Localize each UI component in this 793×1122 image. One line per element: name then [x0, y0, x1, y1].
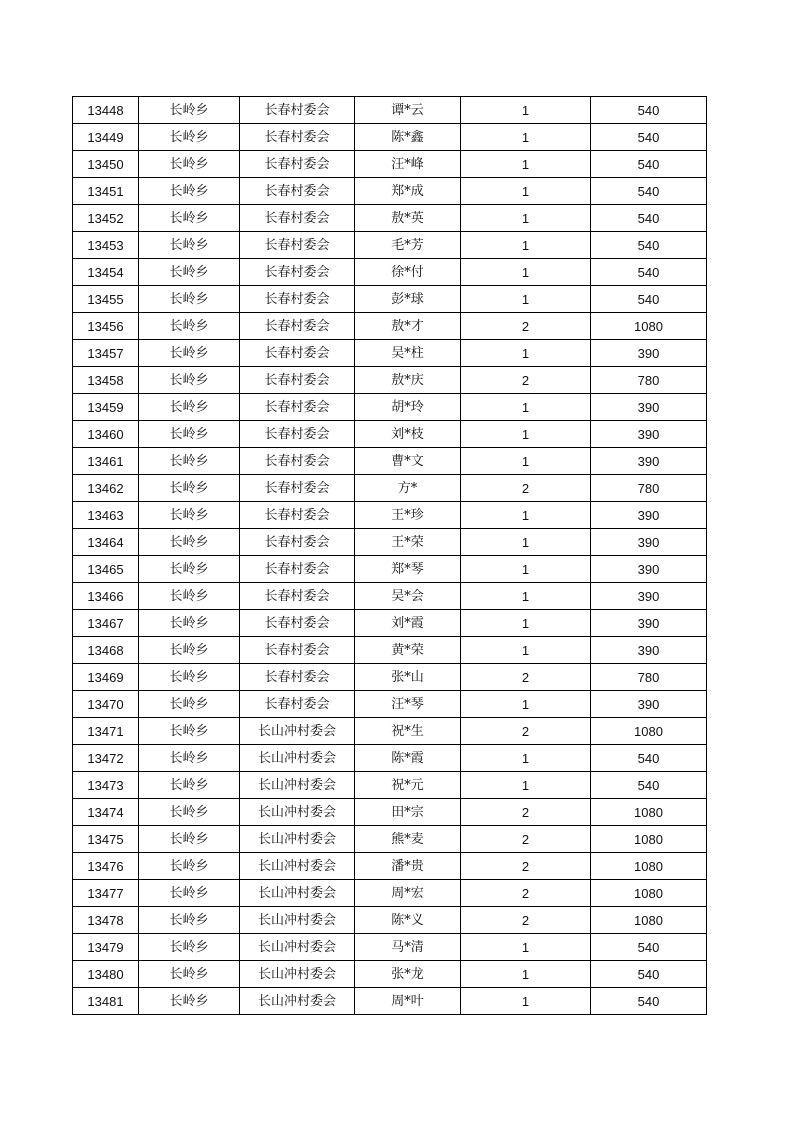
village-committee-cell: 长山冲村委会 — [240, 907, 355, 934]
village-committee-cell: 长春村委会 — [240, 583, 355, 610]
recipient-name-cell: 张*山 — [355, 664, 461, 691]
table-row — [73, 907, 707, 934]
serial-number-cell: 13467 — [73, 610, 139, 637]
household-count-cell: 2 — [461, 664, 591, 691]
amount-cell: 390 — [591, 502, 707, 529]
township-cell: 长岭乡 — [139, 286, 240, 313]
table-row — [73, 529, 707, 556]
serial-number-cell: 13448 — [73, 97, 139, 124]
table-row — [73, 718, 707, 745]
amount-cell: 1080 — [591, 799, 707, 826]
table-row — [73, 934, 707, 961]
household-count-cell: 1 — [461, 178, 591, 205]
serial-number-cell: 13455 — [73, 286, 139, 313]
recipient-name-cell: 陈*义 — [355, 907, 461, 934]
amount-cell: 780 — [591, 475, 707, 502]
township-cell: 长岭乡 — [139, 907, 240, 934]
serial-number-cell: 13481 — [73, 988, 139, 1015]
amount-cell: 390 — [591, 610, 707, 637]
recipient-name-cell: 黄*荣 — [355, 637, 461, 664]
household-count-cell: 2 — [461, 367, 591, 394]
amount-cell: 390 — [591, 448, 707, 475]
township-cell: 长岭乡 — [139, 691, 240, 718]
recipient-name-cell: 马*清 — [355, 934, 461, 961]
table-row — [73, 367, 707, 394]
serial-number-cell: 13452 — [73, 205, 139, 232]
village-committee-cell: 长春村委会 — [240, 556, 355, 583]
village-committee-cell: 长山冲村委会 — [240, 826, 355, 853]
household-count-cell: 2 — [461, 853, 591, 880]
serial-number-cell: 13468 — [73, 637, 139, 664]
township-cell: 长岭乡 — [139, 178, 240, 205]
recipient-name-cell: 周*宏 — [355, 880, 461, 907]
township-cell: 长岭乡 — [139, 475, 240, 502]
amount-cell: 540 — [591, 97, 707, 124]
household-count-cell: 2 — [461, 799, 591, 826]
household-count-cell: 1 — [461, 691, 591, 718]
township-cell: 长岭乡 — [139, 718, 240, 745]
township-cell: 长岭乡 — [139, 745, 240, 772]
village-committee-cell: 长山冲村委会 — [240, 880, 355, 907]
township-cell: 长岭乡 — [139, 583, 240, 610]
serial-number-cell: 13466 — [73, 583, 139, 610]
village-committee-cell: 长春村委会 — [240, 394, 355, 421]
table-row — [73, 799, 707, 826]
household-count-cell: 2 — [461, 826, 591, 853]
township-cell: 长岭乡 — [139, 97, 240, 124]
table-row — [73, 259, 707, 286]
table-row — [73, 448, 707, 475]
township-cell: 长岭乡 — [139, 880, 240, 907]
township-cell: 长岭乡 — [139, 340, 240, 367]
recipient-name-cell: 刘*霞 — [355, 610, 461, 637]
recipient-name-cell: 陈*鑫 — [355, 124, 461, 151]
recipient-name-cell: 王*荣 — [355, 529, 461, 556]
amount-cell: 780 — [591, 664, 707, 691]
household-count-cell: 1 — [461, 421, 591, 448]
household-count-cell: 1 — [461, 772, 591, 799]
township-cell: 长岭乡 — [139, 826, 240, 853]
amount-cell: 540 — [591, 745, 707, 772]
household-count-cell: 1 — [461, 259, 591, 286]
household-count-cell: 1 — [461, 232, 591, 259]
village-committee-cell: 长春村委会 — [240, 691, 355, 718]
household-count-cell: 1 — [461, 448, 591, 475]
recipient-name-cell: 胡*玲 — [355, 394, 461, 421]
recipient-name-cell: 汪*琴 — [355, 691, 461, 718]
household-count-cell: 1 — [461, 988, 591, 1015]
amount-cell: 390 — [591, 583, 707, 610]
serial-number-cell: 13457 — [73, 340, 139, 367]
serial-number-cell: 13456 — [73, 313, 139, 340]
township-cell: 长岭乡 — [139, 664, 240, 691]
amount-cell: 390 — [591, 529, 707, 556]
table-row — [73, 394, 707, 421]
village-committee-cell: 长春村委会 — [240, 205, 355, 232]
household-count-cell: 2 — [461, 313, 591, 340]
table-row — [73, 178, 707, 205]
village-committee-cell: 长春村委会 — [240, 286, 355, 313]
recipient-name-cell: 彭*球 — [355, 286, 461, 313]
table-row — [73, 664, 707, 691]
village-committee-cell: 长春村委会 — [240, 448, 355, 475]
village-committee-cell: 长山冲村委会 — [240, 988, 355, 1015]
township-cell: 长岭乡 — [139, 205, 240, 232]
village-committee-cell: 长春村委会 — [240, 367, 355, 394]
serial-number-cell: 13450 — [73, 151, 139, 178]
amount-cell: 1080 — [591, 826, 707, 853]
amount-cell: 540 — [591, 232, 707, 259]
table-row — [73, 988, 707, 1015]
amount-cell: 780 — [591, 367, 707, 394]
table-row — [73, 475, 707, 502]
township-cell: 长岭乡 — [139, 988, 240, 1015]
serial-number-cell: 13476 — [73, 853, 139, 880]
township-cell: 长岭乡 — [139, 637, 240, 664]
table-row — [73, 421, 707, 448]
township-cell: 长岭乡 — [139, 232, 240, 259]
roster-body — [73, 97, 707, 1015]
amount-cell: 540 — [591, 934, 707, 961]
serial-number-cell: 13449 — [73, 124, 139, 151]
village-committee-cell: 长春村委会 — [240, 475, 355, 502]
amount-cell: 390 — [591, 637, 707, 664]
recipient-name-cell: 田*宗 — [355, 799, 461, 826]
amount-cell: 390 — [591, 556, 707, 583]
household-count-cell: 1 — [461, 610, 591, 637]
serial-number-cell: 13474 — [73, 799, 139, 826]
table-row — [73, 583, 707, 610]
amount-cell: 1080 — [591, 853, 707, 880]
recipient-name-cell: 毛*芳 — [355, 232, 461, 259]
table-row — [73, 637, 707, 664]
village-committee-cell: 长山冲村委会 — [240, 934, 355, 961]
household-count-cell: 1 — [461, 961, 591, 988]
recipient-name-cell: 敖*才 — [355, 313, 461, 340]
village-committee-cell: 长春村委会 — [240, 232, 355, 259]
recipient-name-cell: 潘*贵 — [355, 853, 461, 880]
recipient-name-cell: 刘*枝 — [355, 421, 461, 448]
serial-number-cell: 13458 — [73, 367, 139, 394]
household-count-cell: 1 — [461, 124, 591, 151]
table-row — [73, 961, 707, 988]
amount-cell: 540 — [591, 988, 707, 1015]
serial-number-cell: 13464 — [73, 529, 139, 556]
township-cell: 长岭乡 — [139, 799, 240, 826]
table-row — [73, 232, 707, 259]
village-committee-cell: 长春村委会 — [240, 664, 355, 691]
township-cell: 长岭乡 — [139, 124, 240, 151]
serial-number-cell: 13480 — [73, 961, 139, 988]
household-count-cell: 1 — [461, 394, 591, 421]
amount-cell: 540 — [591, 124, 707, 151]
township-cell: 长岭乡 — [139, 502, 240, 529]
table-row — [73, 97, 707, 124]
recipient-name-cell: 郑*成 — [355, 178, 461, 205]
serial-number-cell: 13462 — [73, 475, 139, 502]
amount-cell: 1080 — [591, 718, 707, 745]
amount-cell: 390 — [591, 394, 707, 421]
amount-cell: 540 — [591, 151, 707, 178]
serial-number-cell: 13475 — [73, 826, 139, 853]
serial-number-cell: 13479 — [73, 934, 139, 961]
table-row — [73, 151, 707, 178]
village-committee-cell: 长春村委会 — [240, 529, 355, 556]
household-count-cell: 1 — [461, 934, 591, 961]
table-row — [73, 340, 707, 367]
township-cell: 长岭乡 — [139, 772, 240, 799]
recipient-name-cell: 徐*付 — [355, 259, 461, 286]
village-committee-cell: 长春村委会 — [240, 421, 355, 448]
recipient-name-cell: 方* — [355, 475, 461, 502]
household-count-cell: 1 — [461, 286, 591, 313]
serial-number-cell: 13451 — [73, 178, 139, 205]
serial-number-cell: 13454 — [73, 259, 139, 286]
amount-cell: 1080 — [591, 880, 707, 907]
household-count-cell: 1 — [461, 151, 591, 178]
recipient-name-cell: 祝*生 — [355, 718, 461, 745]
township-cell: 长岭乡 — [139, 961, 240, 988]
household-count-cell: 1 — [461, 637, 591, 664]
recipient-name-cell: 敖*庆 — [355, 367, 461, 394]
amount-cell: 540 — [591, 178, 707, 205]
township-cell: 长岭乡 — [139, 853, 240, 880]
serial-number-cell: 13463 — [73, 502, 139, 529]
recipient-name-cell: 谭*云 — [355, 97, 461, 124]
recipient-name-cell: 敖*英 — [355, 205, 461, 232]
recipient-name-cell: 王*珍 — [355, 502, 461, 529]
amount-cell: 1080 — [591, 907, 707, 934]
table-row — [73, 610, 707, 637]
table-row — [73, 772, 707, 799]
serial-number-cell: 13472 — [73, 745, 139, 772]
village-committee-cell: 长山冲村委会 — [240, 745, 355, 772]
table-row — [73, 826, 707, 853]
amount-cell: 390 — [591, 340, 707, 367]
table-row — [73, 286, 707, 313]
serial-number-cell: 13453 — [73, 232, 139, 259]
table-row — [73, 691, 707, 718]
township-cell: 长岭乡 — [139, 367, 240, 394]
serial-number-cell: 13471 — [73, 718, 139, 745]
recipient-name-cell: 吴*柱 — [355, 340, 461, 367]
township-cell: 长岭乡 — [139, 529, 240, 556]
table-row — [73, 502, 707, 529]
table-row — [73, 124, 707, 151]
recipient-name-cell: 郑*琴 — [355, 556, 461, 583]
table-row — [73, 313, 707, 340]
township-cell: 长岭乡 — [139, 421, 240, 448]
amount-cell: 390 — [591, 421, 707, 448]
household-count-cell: 1 — [461, 340, 591, 367]
village-committee-cell: 长春村委会 — [240, 340, 355, 367]
township-cell: 长岭乡 — [139, 313, 240, 340]
table-row — [73, 556, 707, 583]
amount-cell: 540 — [591, 286, 707, 313]
household-count-cell: 2 — [461, 475, 591, 502]
village-committee-cell: 长山冲村委会 — [240, 718, 355, 745]
household-count-cell: 1 — [461, 745, 591, 772]
township-cell: 长岭乡 — [139, 151, 240, 178]
recipient-name-cell: 汪*峰 — [355, 151, 461, 178]
amount-cell: 1080 — [591, 313, 707, 340]
village-committee-cell: 长春村委会 — [240, 97, 355, 124]
household-count-cell: 1 — [461, 205, 591, 232]
village-committee-cell: 长春村委会 — [240, 610, 355, 637]
recipient-name-cell: 熊*麦 — [355, 826, 461, 853]
table-row — [73, 880, 707, 907]
amount-cell: 540 — [591, 259, 707, 286]
village-committee-cell: 长春村委会 — [240, 637, 355, 664]
village-committee-cell: 长山冲村委会 — [240, 772, 355, 799]
township-cell: 长岭乡 — [139, 610, 240, 637]
serial-number-cell: 13469 — [73, 664, 139, 691]
household-count-cell: 1 — [461, 97, 591, 124]
table-row — [73, 205, 707, 232]
village-committee-cell: 长春村委会 — [240, 259, 355, 286]
subsidy-roster-table — [72, 96, 707, 1015]
village-committee-cell: 长春村委会 — [240, 502, 355, 529]
household-count-cell: 1 — [461, 529, 591, 556]
village-committee-cell: 长春村委会 — [240, 151, 355, 178]
recipient-name-cell: 曹*文 — [355, 448, 461, 475]
recipient-name-cell: 周*叶 — [355, 988, 461, 1015]
household-count-cell: 2 — [461, 907, 591, 934]
serial-number-cell: 13461 — [73, 448, 139, 475]
household-count-cell: 1 — [461, 583, 591, 610]
serial-number-cell: 13478 — [73, 907, 139, 934]
amount-cell: 540 — [591, 961, 707, 988]
village-committee-cell: 长春村委会 — [240, 313, 355, 340]
table-row — [73, 745, 707, 772]
household-count-cell: 1 — [461, 556, 591, 583]
household-count-cell: 2 — [461, 718, 591, 745]
serial-number-cell: 13473 — [73, 772, 139, 799]
amount-cell: 540 — [591, 205, 707, 232]
amount-cell: 390 — [591, 691, 707, 718]
recipient-name-cell: 祝*元 — [355, 772, 461, 799]
household-count-cell: 1 — [461, 502, 591, 529]
township-cell: 长岭乡 — [139, 934, 240, 961]
township-cell: 长岭乡 — [139, 556, 240, 583]
township-cell: 长岭乡 — [139, 259, 240, 286]
amount-cell: 540 — [591, 772, 707, 799]
household-count-cell: 2 — [461, 880, 591, 907]
village-committee-cell: 长山冲村委会 — [240, 799, 355, 826]
serial-number-cell: 13477 — [73, 880, 139, 907]
village-committee-cell: 长山冲村委会 — [240, 961, 355, 988]
village-committee-cell: 长春村委会 — [240, 124, 355, 151]
recipient-name-cell: 陈*霞 — [355, 745, 461, 772]
village-committee-cell: 长春村委会 — [240, 178, 355, 205]
serial-number-cell: 13459 — [73, 394, 139, 421]
table-row — [73, 853, 707, 880]
serial-number-cell: 13465 — [73, 556, 139, 583]
serial-number-cell: 13460 — [73, 421, 139, 448]
village-committee-cell: 长山冲村委会 — [240, 853, 355, 880]
recipient-name-cell: 张*龙 — [355, 961, 461, 988]
recipient-name-cell: 吴*会 — [355, 583, 461, 610]
township-cell: 长岭乡 — [139, 448, 240, 475]
serial-number-cell: 13470 — [73, 691, 139, 718]
township-cell: 长岭乡 — [139, 394, 240, 421]
